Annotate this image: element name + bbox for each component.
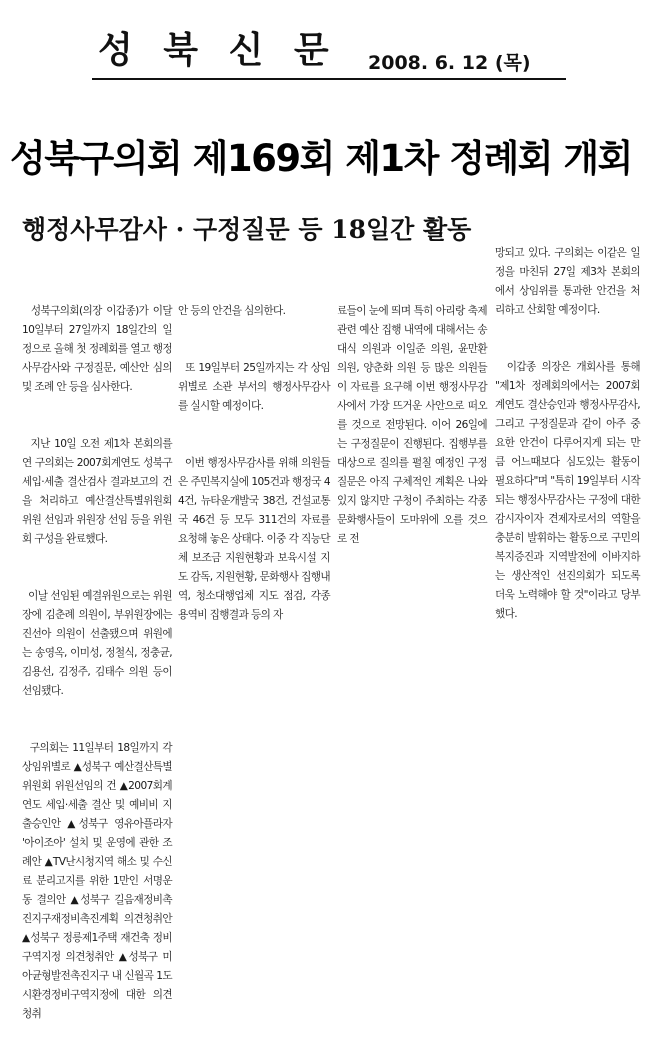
newspaper-name: 성 북 신 문	[98, 30, 338, 71]
paragraph: 성북구의회(의장 이갑종)가 이달 10일부터 27일까지 18일간의 일정으로 올해 첫 정례회를 열고 행정사무감사와 구정질문, 예산안 심의 및 조례 안 등을 심사한다.	[22, 305, 175, 393]
paragraph: 망되고 있다. 구의회는 이같은 일정을 마친뒤 27일 제3차 본회의에서 상임위를 통과한 안건을 처리하고 산회할 예정이다.	[495, 247, 640, 316]
article-subhead: 행정사무감사 · 구정질문 등 18일간 활동	[22, 215, 472, 244]
article-column-1	[22, 264, 175, 1020]
paragraph: 이번 행정사무감사를 위해 의원들은 주민복지실에 105건과 행정국 44건, 뉴타운개발국 38건, 건설교통국 46건 등 모두 311건의 자료를 요청해 놓은 상태다. 이중 각 직능단체 보조금 지원현황과 보육시설 지도 감독, 지원현황, 문화행사 집행내역, 청소대행업체 지도 점검, 각종 용역비 집행결과 등의 자	[178, 457, 333, 621]
paragraph: 지난 10일 오전 제1차 본회의를 연 구의회는 2007회계연도 성북구 세입·세출 결산검사 결과보고의 건을 처리하고 예산결산특별위원회 위원 선임과 위원장 선임 등을 위원회 구성을 완료했다.	[22, 438, 175, 545]
article-column-4	[495, 206, 643, 620]
article-headline: 성북구의회 제169회 제1차 정례회 개회	[10, 137, 632, 180]
paragraph: 이날 선임된 예결위원으로는 위원장에 김춘례 의원이, 부위원장에는 진선아 의원이 선출됐으며 위원에는 송영옥, 이미성, 정철식, 정충균, 김용선, 김정주, 김태수 의원 등이 선임됐다.	[22, 590, 175, 697]
paragraph: 또 19일부터 25일까지는 각 상임위별로 소관 부서의 행정사무감사를 실시할 예정이다.	[178, 362, 330, 412]
masthead-rule	[92, 78, 566, 80]
issue-date: 2008. 6. 12 (목)	[368, 52, 531, 74]
paragraph: 구의회는 11일부터 18일까지 각 상임위별로 ▲성북구 예산결산특별위원회 위원선임의 건 ▲2007회계연도 세입·세출 결산 및 예비비 지출승인안 ▲성북구 영유아플라자 '아이조아' 설치 및 운영에 관한 조례안 ▲TV난시청지역 해소 및 수신료 분리고지를 위한 1만인 서명운동 결의안 ▲성북구 길음재정비촉진지구재정비촉진계획 의견청취안 ▲성북구 정릉제1주택 재건축 정비구역지정 의견청취안 ▲성북구 미아균형발전촉진지구 내 신월곡 1도시환경정비구역지정에 대한 의견청취	[22, 742, 175, 1020]
paragraph: 이갑종 의장은 개회사를 통해 "제1차 정례회의에서는 2007회계연도 결산승인과 행정사무감사, 그리고 구정질문과 같이 아주 중요한 안건이 다루어지게 되는 만큼 어느때보다 심도있는 활동이 필요하다"며 "특히 19일부터 시작되는 행정사무감사는 구정에 대한 감시자이자 견제자로서의 역할을 충분히 발휘하는 활동으로 구민의 복지증진과 지역발전에 이바지하는 생산적인 선진의회가 되도록 더욱 노력해야 할 것"이라고 당부했다.	[495, 361, 643, 620]
masthead	[0, 0, 650, 86]
article-column-3	[337, 264, 490, 545]
article-column-2	[178, 264, 333, 621]
paragraph: 안 등의 안건을 심의한다.	[178, 305, 286, 317]
paragraph: 료들이 눈에 띄며 특히 아리랑 축제 관련 예산 집행 내역에 대해서는 송대식 의원과 이일준 의원, 윤만환 의원, 양춘화 의원 등 많은 의원들이 자료를 요구해 이번 행정사무감사에서 가장 뜨거운 사안으로 떠오를 것으로 전망된다. 이어 26일에는 구정질문이 진행된다. 집행부를 대상으로 질의를 펼칠 예정인 구정질문은 아직 구체적인 계획은 나와있지 않지만 구청이 주최하는 각종 문화행사들이 도마위에 오를 것으로 전	[337, 305, 490, 545]
